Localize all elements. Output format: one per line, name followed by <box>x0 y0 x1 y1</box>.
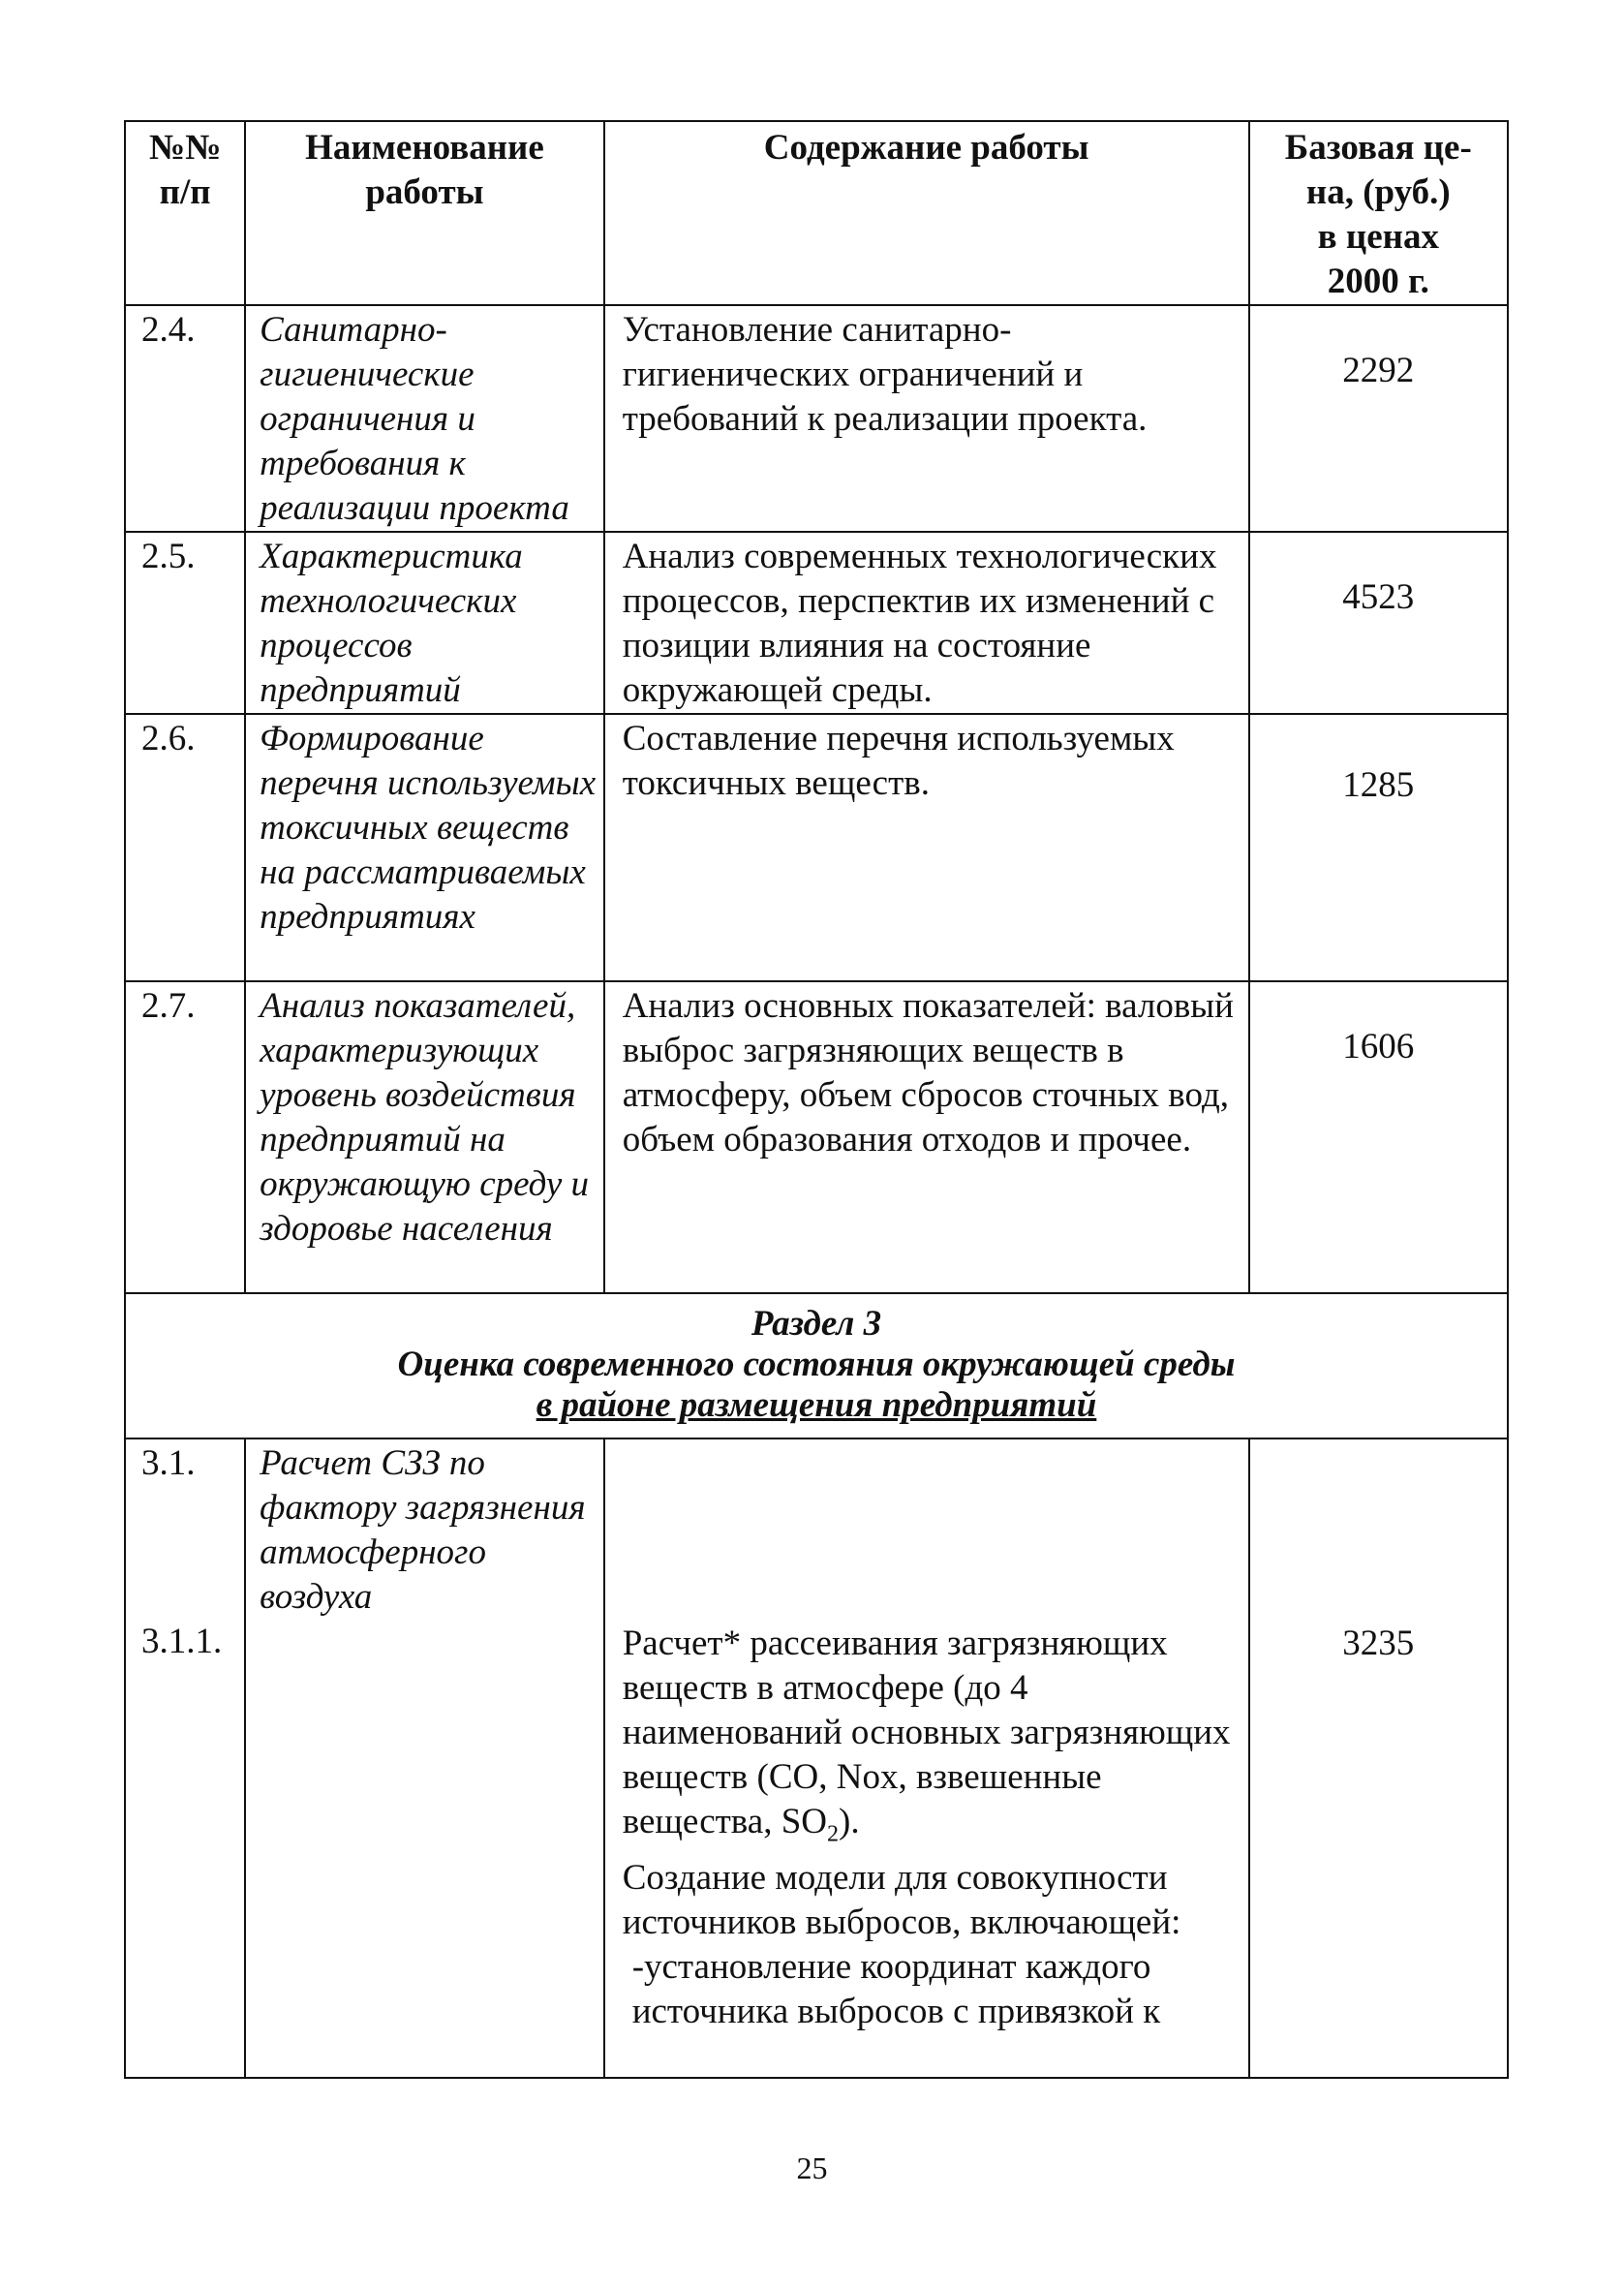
section-title: Раздел 3 <box>751 1304 882 1344</box>
section-heading <box>125 1293 1508 1438</box>
table-row <box>125 981 1508 1293</box>
table-row <box>125 305 1508 532</box>
section-subtitle-1: Оценка современного состояния окружающей среды <box>397 1345 1236 1384</box>
table-header-row <box>125 121 1508 305</box>
row-num: 2.5. <box>125 532 245 714</box>
row-num: 2.4. <box>125 305 245 532</box>
content-paragraph-2: Создание модели для совокупности источников выбросов, включающей: <box>622 1858 1181 1943</box>
row-name: Характеристика технологических процессов предприятий <box>245 532 604 714</box>
header-content: Содержание работы <box>604 121 1249 305</box>
row-price: 3235 <box>1249 1438 1508 2078</box>
row-price: 4523 <box>1249 532 1508 714</box>
row-content <box>604 1438 1249 2078</box>
content-paragraph-3: -установление координат каждого источника выбросов с привязкой к <box>631 1947 1161 2032</box>
price-table <box>124 120 1509 2079</box>
table-row <box>125 1438 1508 2078</box>
section-subtitle-2: в районе размещения предприятий <box>536 1385 1097 1425</box>
row-price: 2292 <box>1249 305 1508 532</box>
row-content: Анализ современных технологических процессов, перспектив их изменений с позиции влияния на состояние окружающей среды. <box>604 532 1249 714</box>
section-row <box>125 1293 1508 1438</box>
row-price: 1606 <box>1249 981 1508 1293</box>
row-content: Установление санитарно-гигиенических ограничений и требований к реализации проекта. <box>604 305 1249 532</box>
row-name: Формирование перечня используемых токсичных веществ на рассматриваемых предприятиях <box>245 714 604 981</box>
header-name: Наименование работы <box>245 121 604 305</box>
row-num: 2.7. <box>125 981 245 1293</box>
header-price-line1: Базовая це- <box>1284 128 1472 168</box>
header-num: №№ п/п <box>125 121 245 305</box>
row-sub-num: 3.1.1. <box>141 1622 223 1661</box>
page-number: 25 <box>796 2150 828 2185</box>
row-name: Расчет СЗЗ по фактору загрязнения атмосферного воздуха <box>245 1438 604 2078</box>
content-paragraph-1: Расчет* рассеивания загрязняющих веществ в атмосфере (до 4 наименований основных загрязняющих веществ (CO, Nox, взвешенные вещества, $SO_2$). <box>622 1624 1231 1847</box>
row-price: 1285 <box>1249 714 1508 981</box>
row-content: Составление перечня используемых токсичных веществ. <box>604 714 1249 981</box>
header-price-line4: 2000 г. <box>1327 262 1429 301</box>
header-price <box>1249 121 1508 305</box>
table-row <box>125 532 1508 714</box>
row-num: 3.1. <box>141 1443 196 1483</box>
row-num-cell <box>125 1438 245 2078</box>
row-name: Санитарно-гигиенические ограничения и требования к реализации проекта <box>245 305 604 532</box>
row-name: Анализ показателей, характеризующих уровень воздействия предприятий на окружающую среду и здоровье населения <box>245 981 604 1293</box>
row-content: Анализ основных показателей: валовый выброс загрязняющих веществ в атмосферу, объем сбросов сточных вод, объем образования отходов и прочее. <box>604 981 1249 1293</box>
table-row <box>125 714 1508 981</box>
header-price-line3: в ценах <box>1317 217 1439 257</box>
header-price-line2: на, (руб.) <box>1305 172 1451 212</box>
row-num: 2.6. <box>125 714 245 981</box>
